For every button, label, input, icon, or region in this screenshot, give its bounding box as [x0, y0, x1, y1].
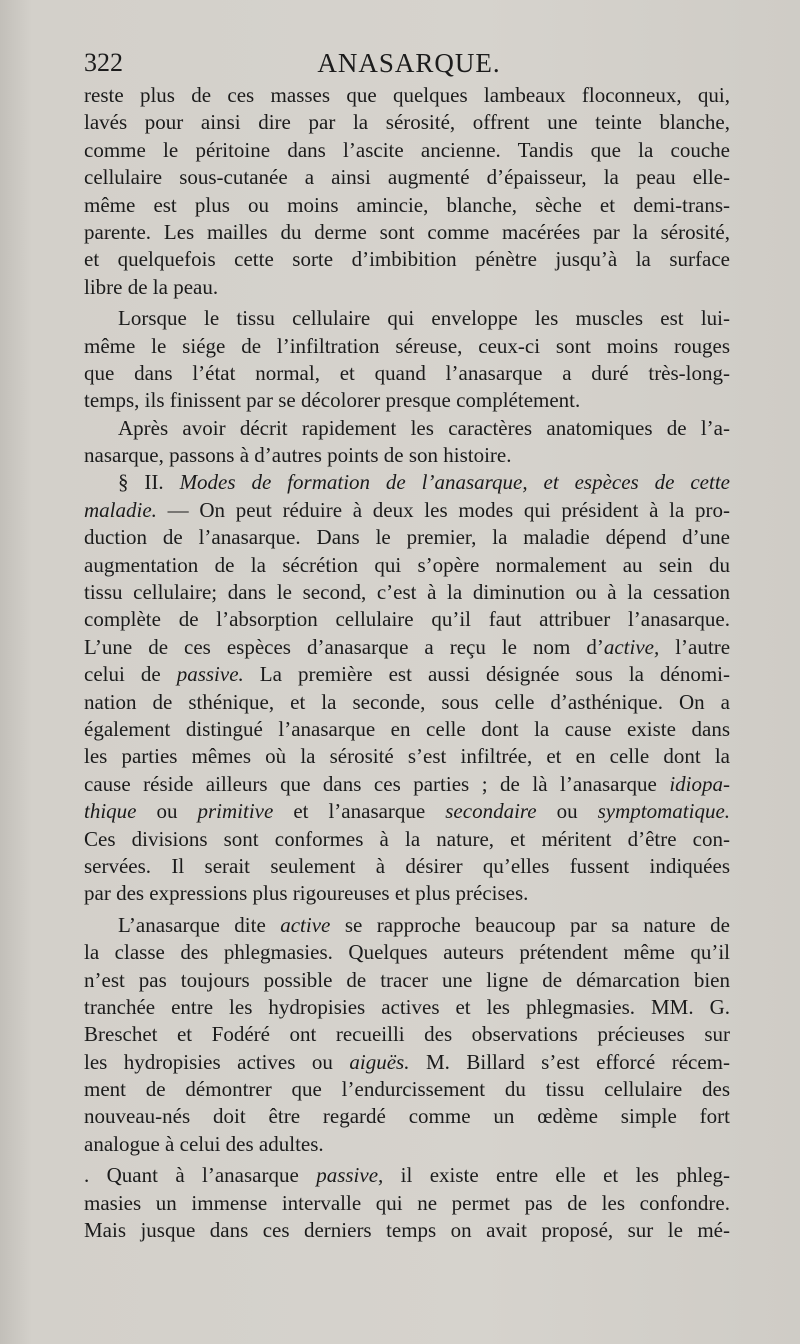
text-line: nasarque, passons à d’autres points de son histoire.: [84, 443, 512, 468]
text-line: L’anasarque dite active se rapproche beaucoup par sa nature de: [118, 912, 730, 937]
text-line: Ces divisions sont conformes à la nature, et méritent d’être con-: [84, 826, 730, 851]
text-line: la classe des phlegmasies. Quelques auteurs prétendent même qu’il: [84, 940, 730, 965]
running-head: ANASARQUE.: [317, 48, 501, 78]
text-line: thique ou primitive et l’anasarque secondaire ou symptomatique.: [84, 799, 731, 824]
text-line: reste plus de ces masses que quelques lambeaux floconneux, qui,: [84, 83, 730, 107]
text-line: les parties mêmes où la sérosité s’est infiltrée, et en celle dont la: [84, 744, 730, 769]
text-line: cellulaire sous-cutanée a ainsi augmenté d’épaisseur, la peau elle-: [84, 165, 730, 190]
text-line: nation de sthénique, et la seconde, sous celle d’asthénique. On a: [84, 689, 730, 714]
text-line: même est plus ou moins amincie, blanche, sèche et demi-trans-: [84, 192, 730, 217]
text-line: parente. Les mailles du derme sont comme macérées par la sérosité,: [84, 219, 730, 244]
text-line: Mais jusque dans ces derniers temps on avait proposé, sur le mé-: [84, 1218, 730, 1243]
text-line: également distingué l’anasarque en celle dont la cause existe dans: [84, 716, 730, 741]
section-heading-line: [84, 469, 730, 496]
text-line: augmentation de la sécrétion qui s’opère normalement au sein du: [84, 552, 730, 577]
body-text: [84, 82, 730, 1244]
text-line: Breschet et Fodéré ont recueilli des observations précieuses sur: [84, 1022, 730, 1047]
text-line: même le siége de l’infiltration séreuse, ceux-ci sont moins rouges: [84, 333, 730, 358]
page-number: 322: [84, 48, 123, 77]
text-line: servées. Il serait seulement à désirer qu’elles fussent indiquées: [84, 853, 730, 878]
text-line: Après avoir décrit rapidement les caractères anatomiques de l’a-: [118, 415, 730, 440]
text-line: Lorsque le tissu cellulaire qui enveloppe les muscles est lui-: [118, 306, 730, 331]
text-line: masies un immense intervalle qui ne permet pas de les confondre.: [84, 1190, 730, 1215]
text-line: par des expressions plus rigoureuses et plus précises.: [84, 881, 529, 906]
text-line: duction de l’anasarque. Dans le premier, la maladie dépend d’une: [84, 525, 730, 550]
text-line: complète de l’absorption cellulaire qu’il faut attribuer l’anasarque.: [84, 607, 730, 632]
section-heading: § II. Modes de formation de l’anasarque, et espèces de cette: [118, 470, 730, 495]
text-line: lavés pour ainsi dire par la sérosité, offrent une teinte blanche,: [84, 110, 730, 135]
text-line: . Quant à l’anasarque passive, il existe entre elle et les phleg-: [84, 1163, 730, 1188]
text-line: que dans l’état normal, et quand l’anasarque a duré très-long-: [84, 360, 730, 385]
text-line: tissu cellulaire; dans le second, c’est à la diminution ou à la cessation: [84, 580, 730, 605]
text-line: celui de passive. La première est aussi désignée sous la dénomi-: [84, 662, 730, 687]
text-line: tranchée entre les hydropisies actives et les phlegmasies. MM. G.: [84, 994, 730, 1019]
text-line: les hydropisies actives ou aiguës. M. Billard s’est efforcé récem-: [84, 1049, 730, 1074]
text-line: maladie. — On peut réduire à deux les modes qui président à la pro-: [84, 497, 730, 522]
text-line: n’est pas toujours possible de tracer une ligne de démarcation bien: [84, 967, 730, 992]
text-line: cause réside ailleurs que dans ces parties ; de là l’anasarque idiopa-: [84, 771, 730, 796]
text-line: nouveau-nés doit être regardé comme un œdème simple fort: [84, 1104, 730, 1129]
text-line: comme le péritoine dans l’ascite ancienne. Tandis que la couche: [84, 137, 730, 162]
text-line: L’une de ces espèces d’anasarque a reçu le nom d’active, l’autre: [84, 634, 731, 659]
page-header: [84, 48, 734, 82]
text-line: libre de la peau.: [84, 274, 219, 299]
text-line: ment de démontrer que l’endurcissement du tissu cellulaire des: [84, 1077, 730, 1102]
text-line: temps, ils finissent par se décolorer presque complétement.: [84, 388, 581, 413]
text-line: et quelquefois cette sorte d’imbibition pénètre jusqu’à la surface: [84, 247, 730, 272]
text-line: analogue à celui des adultes.: [84, 1131, 324, 1156]
